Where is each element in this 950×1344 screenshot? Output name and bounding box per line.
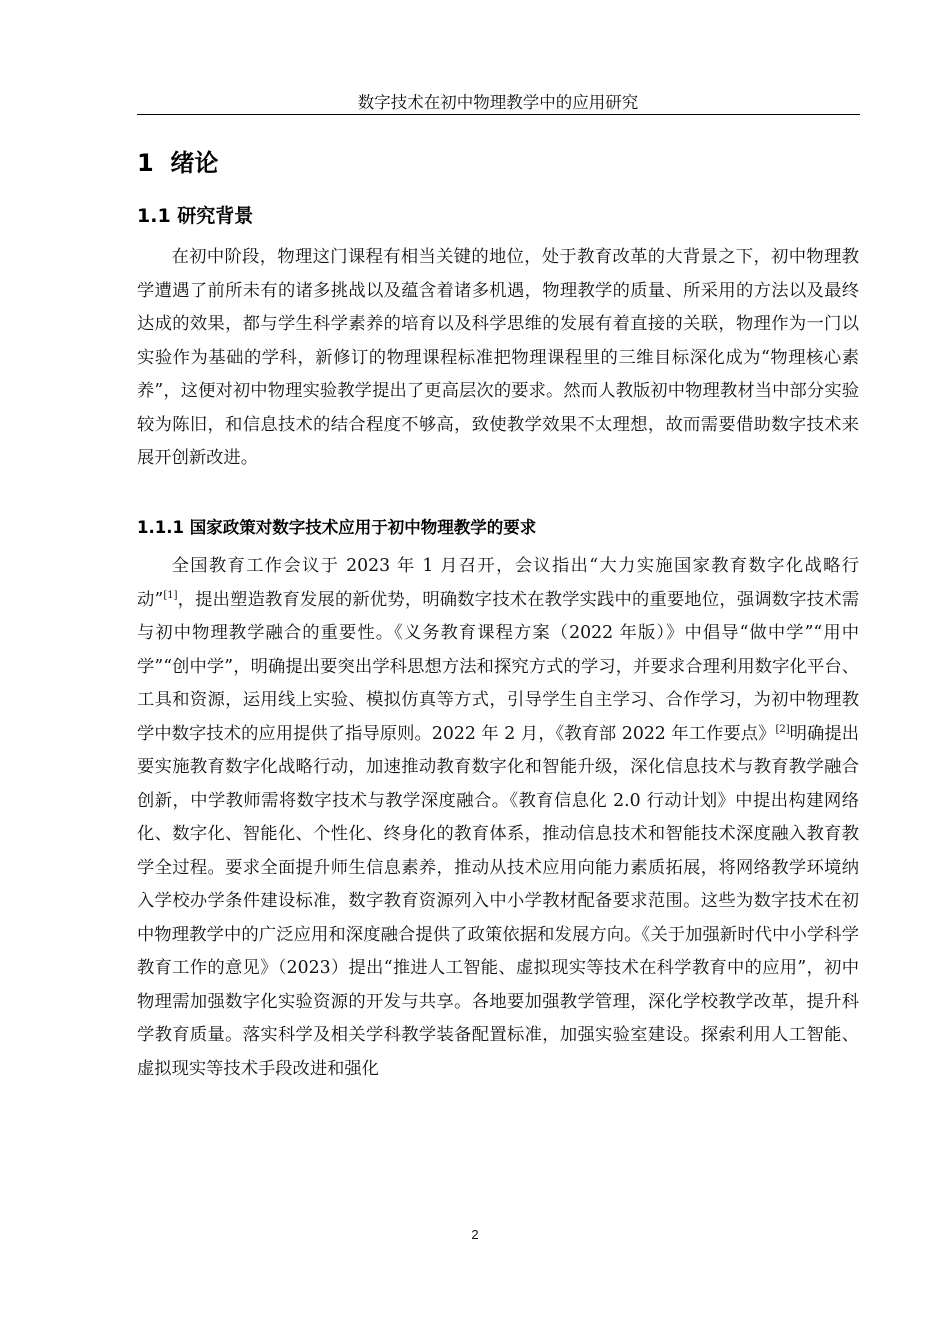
chapter-heading: 1 绪论: [137, 149, 219, 177]
subsection-heading: 1.1.1 国家政策对数字技术应用于初中物理教学的要求: [137, 518, 537, 537]
paragraph-text-part1: 全国教育工作会议于 2023 年 1 月召开，会议指出“大力实施国家教育数字化战略行动”: [137, 556, 859, 610]
subsection-paragraph: [137, 550, 859, 1086]
paragraph-text-part3: 明确提出要实施教育数字化战略行动，加速推动教育数字化和智能升级，深化信息技术与教育教学融合创新，中学教师需将数字技术与教学深度融合。《教育信息化 2.0 行动计划》中提出构建网络化、数字化、智能化、个性化、终身化的教育体系，推动信息技术和智能技术深度融入教育教学全过程。要求全面提升师生信息素养，推动从技术应用向能力素质拓展，将网络教学环境纳入学校办学条件建设标准，数字教育资源列入中小学教材配备要求范围。这些为数字技术在初中物理教学中的广泛应用和深度融合提供了政策依据和发展方向。《关于加强新时代中小学科学教育工作的意见》（2023）提出“推进人工智能、虚拟现实等技术在科学教育中的应用”，初中物理需加强数字化实验资源的开发与共享。各地要加强教学管理，深化学校教学改革，提升科学教育质量。落实科学及相关学科教学装备配置标准，加强实验室建设。探索利用人工智能、虚拟现实等技术手段改进和强化: [137, 723, 859, 1079]
citation-ref-1: [1]: [163, 589, 178, 601]
paragraph-text-part2: ，提出塑造教育发展的新优势，明确数字技术在教学实践中的重要地位，强调数字技术需与初中物理教学融合的重要性。《义务教育课程方案（2022 年版）》中倡导“做中学”“用中学”“创中学”，明确提出要突出学科思想方法和探究方式的学习，并要求合理利用数字化平台、工具和资源，运用线上实验、模拟仿真等方式，引导学生自主学习、合作学习，为初中物理教学中数字技术的应用提供了指导原则。2022 年 2 月，《教育部 2022 年工作要点》: [137, 589, 859, 744]
header-rule: [137, 114, 860, 115]
section-heading: 1.1 研究背景: [137, 205, 254, 227]
section-paragraph: 在初中阶段，物理这门课程有相当关键的地位，处于教育改革的大背景之下，初中物理教学遭遇了前所未有的诸多挑战以及蕴含着诸多机遇，物理教学的质量、所采用的方法以及最终达成的效果，都与学生科学素养的培育以及科学思维的发展有着直接的关联，物理作为一门以实验作为基础的学科，新修订的物理课程标准把物理课程里的三维目标深化成为“物理核心素养”，这便对初中物理实验教学提出了更高层次的要求。然而人教版初中物理教材当中部分实验较为陈旧，和信息技术的结合程度不够高，致使教学效果不太理想，故而需要借助数字技术来展开创新改进。: [137, 247, 859, 468]
citation-ref-2: [2]: [775, 723, 790, 735]
running-header: 数字技术在初中物理教学中的应用研究: [357, 93, 639, 112]
page-number: 2: [471, 1227, 479, 1242]
